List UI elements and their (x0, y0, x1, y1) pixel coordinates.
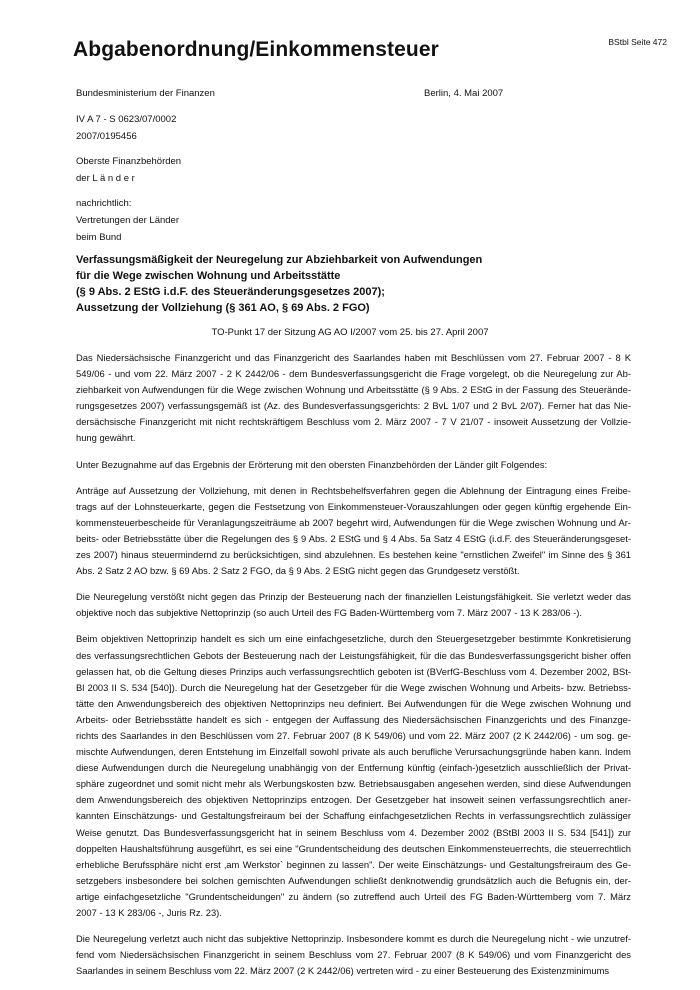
body-paragraph (76, 483, 631, 580)
cc-line: Vertretungen der Länder (76, 215, 179, 226)
sender-row (76, 88, 506, 99)
paragraph-line: kannten Einschätzungs- und Gestaltungsfreiraum bei der Schaffung einfachgesetzlichen Rechts in verfassungsrechtlich zulässiger (76, 810, 631, 822)
paragraph-line: Arbeits- oder Betriebsstätte handelt es sich - entgegen der Auffassung des Niedersächsischen Finanzgerichts und des Finanzge- (76, 713, 631, 725)
subject-line: Verfassungsmäßigkeit der Neuregelung zur Abziehbarkeit von Aufwendungen (76, 254, 483, 266)
subject-heading (76, 252, 482, 316)
paragraph-line: fend vom Niedersächsischen Finanzgericht in seinem Beschluss vom 27. Februar 2007 (8 K 549/06) und vom Finanzgericht des (76, 949, 631, 961)
paragraph-line: setzgebers insbesondere bei solchen gemischten Aufwendungen schließt denknotwendig grundsätzlich auch die Befugnis ein, der- (76, 874, 631, 886)
paragraph-line: Saarlandes in seinem Beschluss vom 22. März 2007 (2 K 2442/06) vertreten wird - zu einer Besteuerung des Existenzminimums (76, 965, 610, 977)
reference-block (76, 111, 176, 145)
paragraph-line: doppelten Haushaltsführung ausgeführt, es sei eine "Grundentscheidung des deutschen Einkommensteuerrechts, die steuerrechtlich (76, 842, 631, 854)
subject-line: für die Wege zwischen Wohnung und Arbeitsstätte (76, 270, 341, 282)
paragraph-line: Unter Bezugnahme auf das Ergebnis der Erörterung mit den obersten Finanzbehörden der Länder gilt Folgendes: (76, 458, 548, 470)
subject-line: (§ 9 Abs. 2 EStG i.d.F. des Steueränderungsgesetzes 2007); (76, 286, 385, 298)
agenda-point: TO-Punkt 17 der Sitzung AG AO I/2007 vom 25. bis 27. April 2007 (211, 327, 489, 338)
paragraph-line: Die Neuregelung verstößt nicht gegen das Prinzip der Besteuerung nach der finanziellen Leistungsfähigkeit. Sie verletzt weder das (76, 591, 631, 603)
recipient-line: Oberste Finanzbehörden (76, 156, 182, 167)
document-title: Abgabenordnung/Einkommensteuer (73, 38, 439, 61)
document-number: 2007/0195456 (76, 131, 137, 142)
paragraph-line: kommensteuerbescheide für Veranlagungszeiträume ab 2007 begehrt wird, Aufwendungen für die Wege zwischen Wohnung und Ar- (76, 516, 631, 528)
paragraph-line: zes 2007) hinaus steuermindernd zu berücksichtigen, sind abzulehnen. Es bestehen keine "ernstlichen Zweifel" im Sinne des § 361 (76, 549, 631, 561)
paragraph-line: dersächsische Finanzgericht mit nicht rechtskräftigem Beschluss vom 2. März 2007 - 7 V 21/07 - insoweit Aussetzung der Vollzie- (76, 416, 631, 428)
reference-number: IV A 7 - S 0623/07/0002 (76, 114, 177, 125)
paragraph-line: tätte den Anwendungsbereich des objektiven Nettoprinzips neu definiert. Bei Aufwendungen für die Wege zwischen Wohnung und (76, 697, 631, 709)
page-reference: BStbl Seite 472 (608, 37, 667, 47)
paragraph-line: sphäre zugeordnet und somit nicht mehr als Werbungskosten bzw. Betriebsausgaben angesehen werden, sind diese Aufwendungen (76, 778, 631, 790)
paragraph-line: des verfassungsrechtlichen Gebots der Besteuerung nach der Leistungsfähigkeit, für die das Bundesverfassungsgericht bisher offen (76, 649, 631, 661)
paragraph-line: Die Neuregelung verletzt auch nicht das subjektive Nettoprinzip. Insbesondere kommt es durch die Neuregelung nicht - wie unzutref- (76, 933, 631, 945)
paragraph-line: trags auf der Lohnsteuerkarte, gegen die Festsetzung von Einkommensteuer-Vorauszahlungen oder gegen künftig ergehende Ein- (76, 500, 631, 512)
paragraph-line: Das Niedersächsische Finanzgericht und das Finanzgericht des Saarlandes haben mit Beschlüssen vom 27. Februar 2007 - 8 K (76, 352, 631, 363)
recipient-block (76, 153, 181, 187)
body-paragraph (76, 350, 631, 447)
paragraph-line: Beim objektiven Nettoprinzip handelt es sich um eine einfachgesetzliche, durch den Steuergesetzgeber bestimmte Konkretisierung (76, 633, 631, 645)
paragraph-line: diese Aufwendungen durch die Neuregelung unabhängig von der Entfernung künftig (einfach-)gesetzlich ausschließlich der Privat- (76, 762, 631, 774)
place-date: Berlin, 4. Mai 2007 (424, 88, 504, 99)
recipient-line: der L ä n d e r (76, 173, 135, 184)
paragraph-line: Weise genutzt. Das Bundesverfassungsgericht hat in seinem Beschluss vom 4. Dezember 2002 (BStBl 2003 II S. 534 [541]) zur (76, 826, 631, 838)
paragraph-line: Bl 2003 II S. 534 [540]). Durch die Neuregelung hat der Gesetzgeber für die Wege zwischen Wohnung und Arbeits- bzw. Betriebss- (76, 681, 631, 693)
paragraph-line: Anträge auf Aussetzung der Vollziehung, mit denen in Rechtsbehelfsverfahren gegen die Ablehnung der Eintragung eines Freibe- (76, 484, 631, 496)
paragraph-line: beits- oder Betriebsstätte über die Regelungen des § 9 Abs. 2 EStG und § 4 Abs. 5a Satz 4 EStG (i.d.F. des Steueränderungsgeset- (76, 532, 631, 544)
paragraph-line: ziehbarkeit von Aufwendungen für die Wege zwischen Wohnung und Arbeitsstätte (§ 9 Abs. 2 EStG in der Fassung des Steuerände- (76, 384, 631, 396)
paragraph-line: 2007 - 13 K 283/06 -, Juris Rz. 23). (76, 907, 222, 918)
paragraph-line: dem Anwendungsbereich des objektiven Nettoprinzips entzogen. Der Gesetzgeber hat insoweit seinen verfassungsrechtlich aner- (76, 794, 631, 806)
body-paragraph (76, 631, 631, 921)
paragraph-line: erhebliche Berufssphäre nicht erst ‚am Werkstor` beginnen zu lassen". Der weite Einschätzungs- und Gestaltungsfreiraum des Ge- (76, 858, 631, 870)
paragraph-line: hung gewährt. (76, 432, 136, 444)
body-paragraph (76, 931, 631, 979)
cc-line: beim Bund (76, 232, 122, 243)
subject-line: Aussetzung der Vollziehung (§ 361 AO, § 69 Abs. 2 FGO) (76, 302, 370, 314)
letter-body (76, 350, 631, 989)
body-paragraph (76, 589, 631, 621)
paragraph-line: richts des Saarlandes in den Beschlüssen vom 27. Februar 2007 (8 K 549/06) und vom 22. März 2007 (2 K 2442/06) - um sog. ge- (76, 729, 631, 741)
paragraph-line: mischte Aufwendungen, deren Entstehung im Einzelfall sowohl private als auch berufliche Verursachungsgründe haben kann. Indem (76, 746, 631, 758)
paragraph-line: gelassen hat, ob die Geltung dieses Prinzips auch verfassungsrechtlich geboten ist (BVerfG-Beschluss vom 4. Dezember 2002, BSt- (76, 665, 631, 677)
paragraph-line: objektive noch das subjektive Nettoprinzip (so auch Urteil des FG Baden-Württemberg vom 7. März 2007 - 13 K 283/06 -). (76, 607, 582, 619)
cc-label: nachrichtlich: (76, 198, 132, 209)
sender-ministry: Bundesministerium der Finanzen (76, 88, 215, 99)
cc-block (76, 195, 179, 246)
paragraph-line: 549/06 - und vom 22. März 2007 - 2 K 2442/06 - dem Bundesverfassungsgericht die Frage vorgelegt, ob die Neuregelung zur Ab- (76, 368, 631, 380)
body-paragraph (76, 457, 631, 473)
paragraph-line: artige einfachgesetzliche "Grundentscheidungen" zu ändern (so zutreffend auch Urteil des FG Baden-Württemberg vom 7. März (76, 890, 631, 902)
paragraph-line: rungsgesetzes 2007) verfassungsgemäß ist (Az. des Bundesverfassungsgerichts: 2 BvL 1/07 und 2 BvL 2/07). Ferner hat das Nie- (76, 400, 631, 412)
paragraph-line: Abs. 2 Satz 2 AO bzw. § 69 Abs. 2 Satz 2 FGO, da § 9 Abs. 2 EStG nicht gegen das Grundgesetz verstößt. (76, 565, 520, 577)
